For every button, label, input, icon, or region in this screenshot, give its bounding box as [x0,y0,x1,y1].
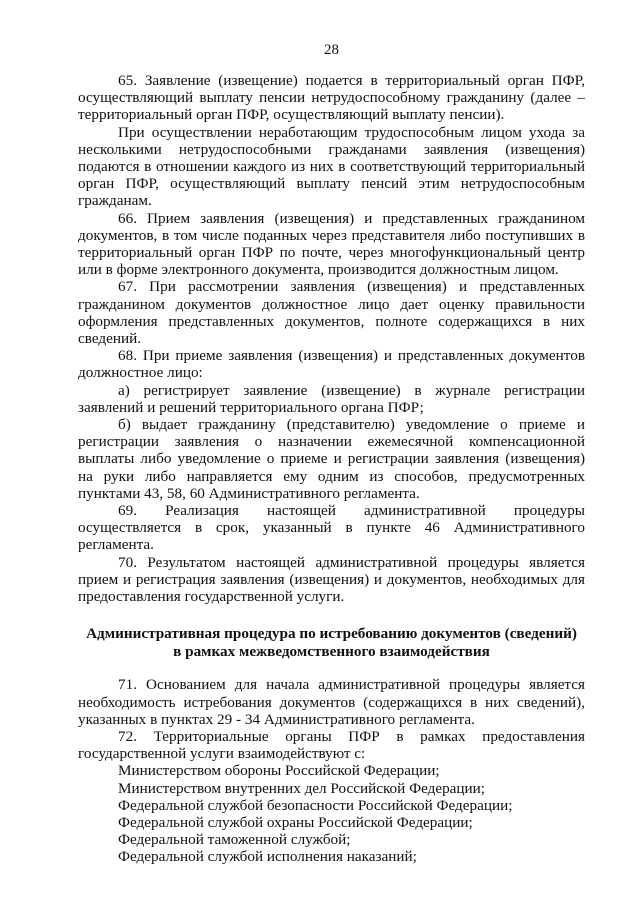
list-item: Федеральной службой исполнения наказаний; [118,848,417,866]
paragraph-68-a: а) регистрирует заявление (извещение) в журнале регистрации заявлений и решений территориального органа ПФР; [78,381,585,416]
paragraph-65-continued: При осуществлении неработающим трудоспособным лицом ухода за несколькими нетрудоспособными гражданами заявления (извещения) подаются в отношении каждого из них в соответствующий территориальный орган ПФР, осуществляющий выплату пенсий этим нетрудоспособным гражданам. [78,123,585,210]
paragraph-65: 65. Заявление (извещение) подается в территориальный орган ПФР, осуществляющий выплату пенсии нетрудоспособному гражданину (далее – территориальный орган ПФР, осуществляющий выплату пенсии). [78,72,585,124]
paragraph-69: 69. Реализация настоящей административной процедуры осуществляется в срок, указанный в пункте 46 Административного регламента. [78,502,585,554]
body-top [78,72,585,605]
paragraph-67: 67. При рассмотрении заявления (извещения) и представленных гражданином документов должностное лицо дает оценку правильности оформления представленных документов, полноте содержащихся в них сведений. [78,278,585,348]
paragraph-72: 72. Территориальные органы ПФР в рамках предоставления государственной услуги взаимодействуют с: [78,727,585,763]
list-item: Федеральной службой охраны Российской Федерации; [118,813,473,831]
paragraph-68: 68. При приеме заявления (извещения) и представленных документов должностное лицо: [78,347,585,382]
section-heading-line-1: Административная процедура по истребованию документов (сведений) [86,625,577,643]
list-item: Федеральной службой безопасности Российской Федерации; [118,796,513,814]
section-heading [78,625,585,660]
paragraph-71: 71. Основанием для начала административной процедуры является необходимость истребования документов (содержащихся в них сведений), указанных в пунктах 29 - 34 Административного регламента. [78,676,585,728]
paragraph-70: 70. Результатом настоящей административной процедуры является прием и регистрация заявления (извещения) и документов, необходимых для предоставления государственной услуги. [78,553,585,606]
paragraph-68-b: б) выдает гражданину (представителю) уведомление о приеме и регистрации заявления о назначении ежемесячной компенсационной выплаты либо уведомление о приеме и регистрации заявления (извещения) на руки либо направляется ему одним из способов, предусмотренных пунктами 43, 58, 60 Административного регламента. [78,416,585,502]
paragraph-66: 66. Прием заявления (извещения) и представленных гражданином документов, в том числе поданных через представителя либо поступивших в территориальный орган ПФР по почте, через многофункциональный центр или в форме электронного документа, производится должностным лицом. [78,209,585,279]
page-number: 28 [324,42,339,58]
list-item: Министерством обороны Российской Федерации; [118,762,440,780]
body-bottom [78,676,585,865]
list-item: Федеральной таможенной службой; [118,831,351,849]
section-heading-line-2: в рамках межведомственного взаимодействия [173,642,490,660]
list-item: Министерством внутренних дел Российской Федерации; [118,779,486,797]
